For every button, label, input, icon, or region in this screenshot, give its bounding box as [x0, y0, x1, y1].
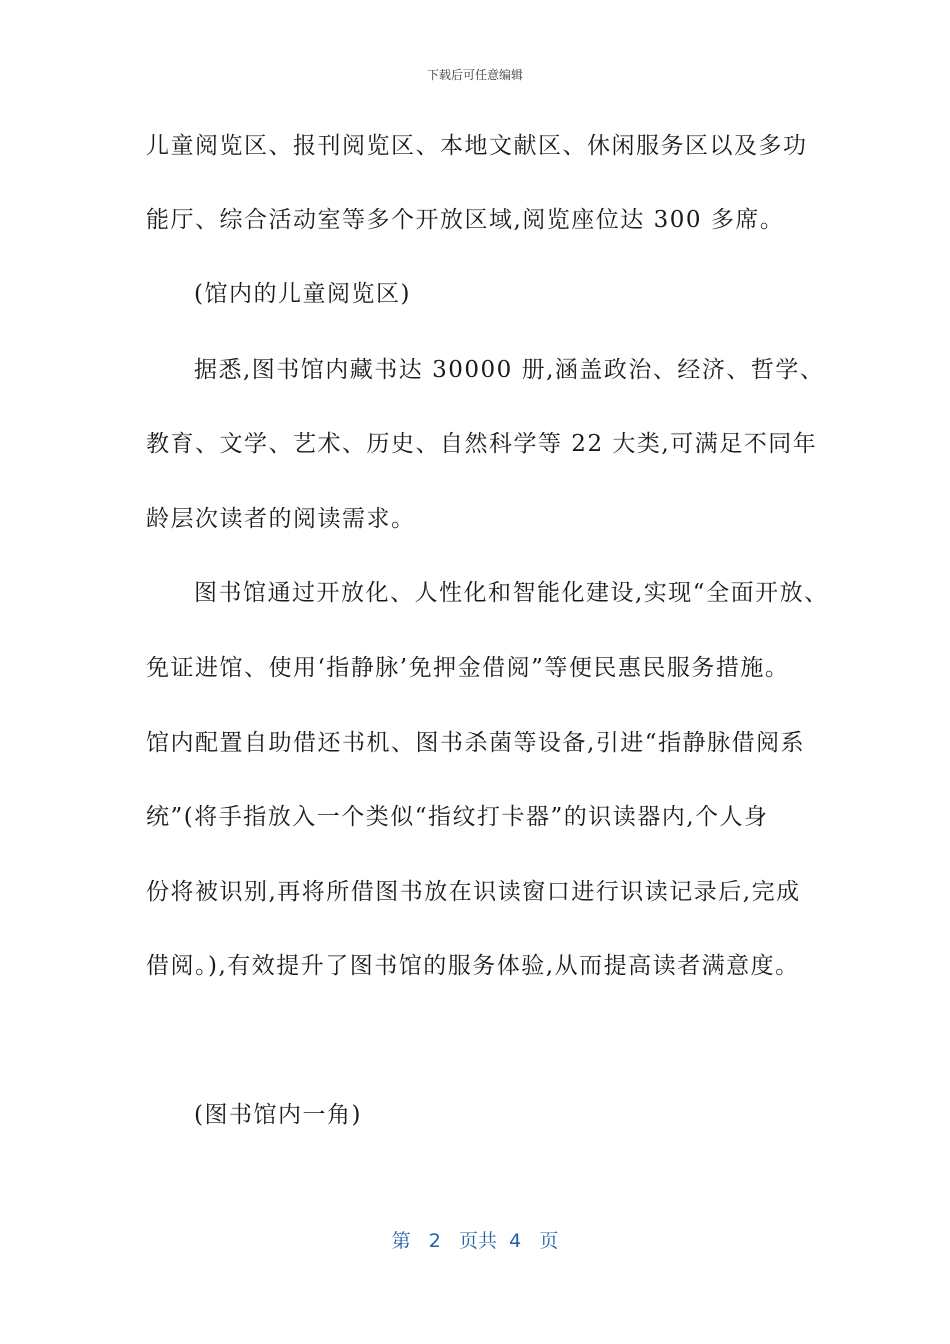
- page-header: 下载后可任意编辑: [426, 68, 523, 82]
- footer-prefix: 第: [391, 1230, 411, 1252]
- total-pages-number: 4: [509, 1230, 522, 1252]
- footer-suffix: 页: [539, 1230, 559, 1252]
- paragraph-line: 免证进馆、使用‘指静脉’免押金借阅”等便民惠民服务措施。: [146, 655, 790, 681]
- footer-middle: 页共: [459, 1230, 498, 1252]
- paragraph-line: 馆内配置自助借还书机、图书杀菌等设备,引进“指静脉借阅系: [146, 730, 806, 756]
- paragraph-line: 份将被识别,再将所借图书放在识读窗口进行识读记录后,完成: [146, 879, 801, 905]
- current-page-number: 2: [428, 1230, 441, 1252]
- paragraph-line: 儿童阅览区、报刊阅览区、本地文献区、休闲服务区以及多功: [146, 133, 808, 159]
- paragraph-line: 教育、文学、艺术、历史、自然科学等 22 大类,可满足不同年: [146, 431, 818, 457]
- paragraph-line: 龄层次读者的阅读需求。: [146, 506, 416, 532]
- paragraph-line: 借阅。),有效提升了图书馆的服务体验,从而提高读者满意度。: [146, 953, 800, 979]
- image-caption: (馆内的儿童阅览区): [194, 281, 411, 307]
- paragraph-line: 图书馆通过开放化、人性化和智能化建设,实现“全面开放、: [194, 580, 829, 606]
- page-footer: [0, 1226, 950, 1253]
- paragraph-line: 能厅、综合活动室等多个开放区域,阅览座位达 300 多席。: [146, 207, 785, 233]
- paragraph-line: 据悉,图书馆内藏书达 30000 册,涵盖政治、经济、哲学、: [194, 357, 825, 383]
- paragraph-line: 统”(将手指放入一个类似“指纹打卡器”的识读器内,个人身: [146, 804, 769, 830]
- image-caption: (图书馆内一角): [194, 1102, 362, 1128]
